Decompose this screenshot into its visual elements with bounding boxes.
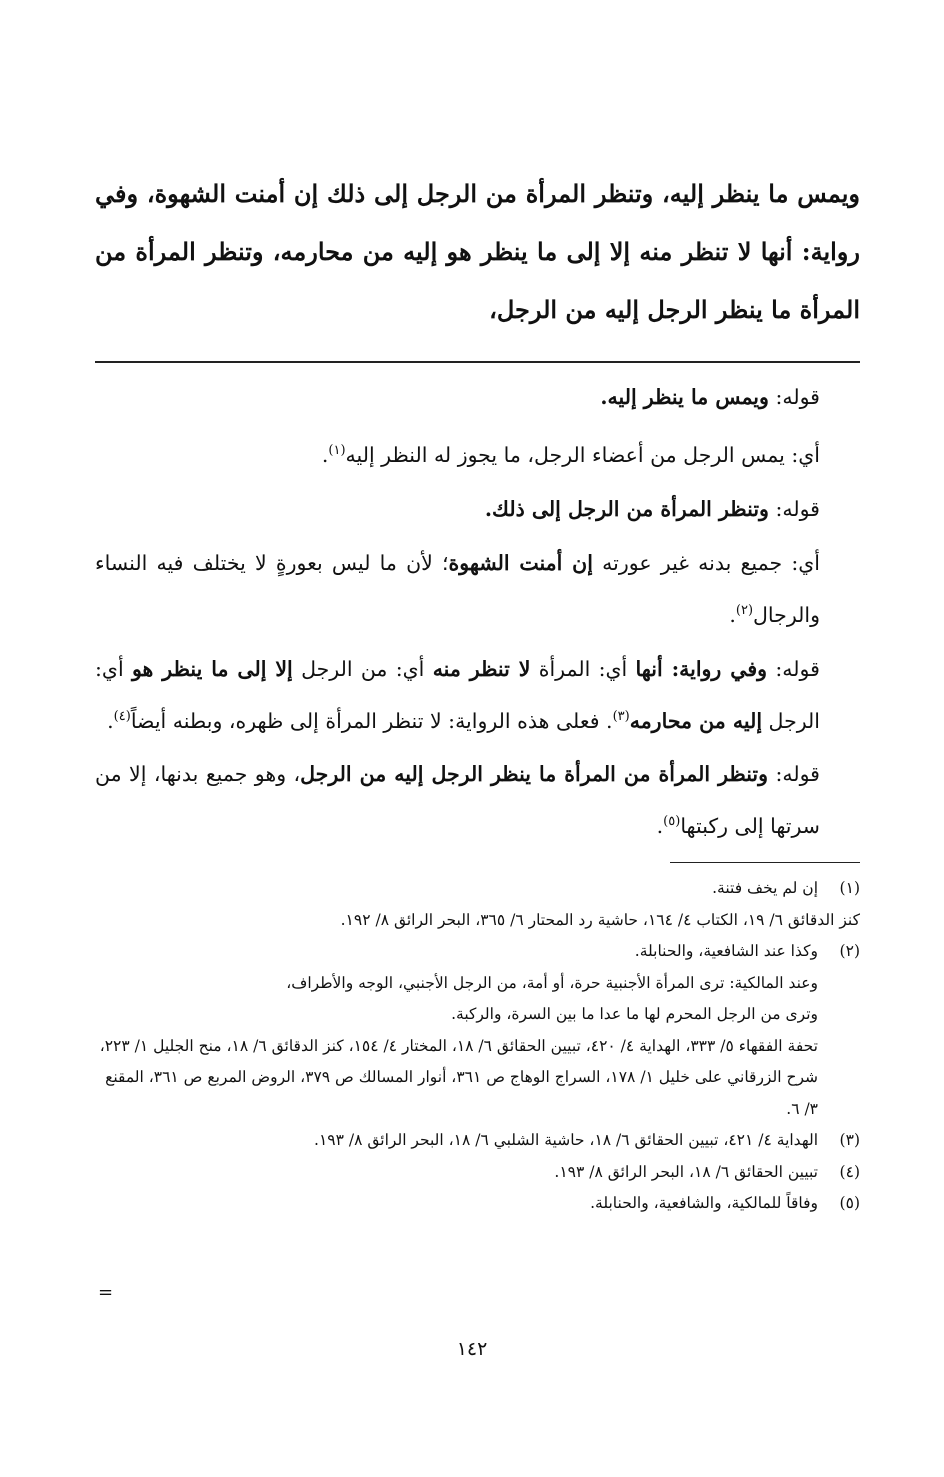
footnote-ref-1: (١): [328, 443, 346, 458]
commentary-text: ، وهو جميع بدنها، إلا من سرتها إلى ركبتها: [95, 762, 820, 839]
continuation-mark: =: [98, 1282, 114, 1303]
footnote-ref-4: (٤): [113, 708, 131, 724]
quoted-matn: لا تنظر منه: [432, 656, 531, 681]
footnote-text: الهداية ٤/ ٤٢١، تبيين الحقائق ٦/ ١٨، حاشية الشلبي ٦/ ١٨، البحر الرائق ٨/ ١٩٣.: [314, 1131, 818, 1150]
footnote-sources: تحفة الفقهاء ٥/ ٣٣٣، الهداية ٤/ ٤٢٠، تبيين الحقائق ٦/ ١٨، المختار ٤/ ١٥٤، كنز الدقائق ٦/ ١٨، منح الجليل ١/ ٢٢٣، شرح الزرقاني على خليل ١/ ١٧٨، السراج الوهاج ص ٣٦١، أنوار المسالك ص ٣٧٩، الروض المربع ص ٣٦١، المقنع ٣/ ٦.: [99, 1036, 818, 1118]
commentary-text: أي: المرأة: [538, 656, 628, 681]
footnote-5: [95, 1188, 860, 1220]
commentary-text: أي: الرجل: [95, 656, 820, 733]
footnote-3: [95, 1125, 860, 1157]
footnote-text: وكذا عند الشافعية، والحنابلة.: [634, 942, 818, 961]
period: .: [729, 602, 736, 627]
footnote-text: وترى من الرجل المحرم لها ما عدا ما بين السرة، والركبة.: [451, 1005, 818, 1024]
commentary-text: ؛ لأن ما ليس بعورةٍ لا يختلف فيه النساء والرجال: [95, 550, 820, 627]
page-number: ١٤٢: [456, 1338, 488, 1360]
footnote-ref-3: (٣): [612, 708, 630, 724]
qawluhu-label: قوله:: [775, 656, 820, 681]
qawluhu-label: قوله:: [775, 496, 820, 521]
footnote-ref-2: (٢): [735, 602, 754, 618]
commentary-text: أي: من الرجل: [301, 656, 425, 681]
footnote-number: (٤): [839, 1162, 860, 1181]
commentary-paragraph-5: [95, 645, 860, 745]
footnote-sources: كنز الدقائق ٦/ ١٩، الكتاب ٤/ ١٦٤، حاشية رد المحتار ٦/ ٣٦٥، البحر الرائق ٨/ ١٩٢.: [340, 910, 860, 929]
quoted-matn: وتنظر المرأة من المرأة ما ينظر الرجل إليه من الرجل: [300, 762, 769, 787]
main-divider: [95, 361, 860, 363]
commentary-text: أي: جميع بدنه غير عورته: [602, 550, 820, 575]
footnote-number: (١): [839, 879, 860, 898]
commentary-paragraph-2: [95, 427, 860, 479]
footnote-text: وعند المالكية: ترى المرأة الأجنبية حرة، أو أمة، من الرجل الأجنبي، الوجه والأطراف،: [286, 973, 818, 992]
qawluhu-label: قوله:: [775, 385, 820, 409]
commentary-paragraph-4: [95, 539, 860, 639]
footnote-divider: [670, 862, 860, 863]
matn-text: ويمس ما ينظر إليه، وتنظر المرأة من الرجل إلى ذلك إن أمنت الشهوة، وفي رواية: أنها لا تنظر منه إلا إلى ما ينظر هو إليه من محارمه، وتنظر المرأة من المرأة ما ينظر الرجل إليه من الرجل،: [95, 179, 860, 324]
footnote-text: وفاقاً للمالكية، والشافعية، والحنابلة.: [590, 1194, 818, 1213]
footnote-1: [95, 873, 860, 905]
qawluhu-label: قوله:: [775, 762, 820, 787]
footnote-text: تبيين الحقائق ٦/ ١٨، البحر الرائق ٨/ ١٩٣.: [554, 1162, 818, 1181]
quoted-matn: وتنظر المرأة من الرجل إلى ذلك.: [484, 496, 769, 521]
quoted-matn: إليه من محارمه: [629, 708, 763, 733]
commentary-paragraph-1: [95, 373, 860, 421]
quoted-matn: ويمس ما ينظر إليه.: [600, 385, 769, 409]
quoted-matn: إن أمنت الشهوة: [448, 550, 593, 575]
footnote-4: [95, 1157, 860, 1189]
period: .: [656, 814, 664, 839]
commentary-text: أي: يمس الرجل من أعضاء الرجل، ما يجوز له النظر إليه: [345, 442, 820, 467]
commentary-paragraph-3: [95, 485, 860, 533]
footnote-ref-5: (٥): [663, 814, 681, 830]
quoted-matn: إلا إلى ما ينظر هو: [131, 656, 293, 681]
footnote-2: [95, 936, 860, 968]
footnote-number: (٢): [839, 942, 860, 961]
footnote-number: (٥): [839, 1194, 860, 1213]
footnotes: [95, 873, 860, 1220]
commentary: [95, 373, 860, 850]
period: .: [321, 442, 329, 467]
quoted-matn: وفي رواية: أنها: [635, 656, 768, 681]
period: .: [107, 708, 114, 733]
footnote-text: إن لم يخف فتنة.: [712, 879, 818, 898]
page-content: [95, 165, 860, 1220]
footnote-number: (٣): [839, 1131, 860, 1150]
commentary-text: . فعلى هذه الرواية: لا تنظر المرأة إلى ظهره، وبطنه أيضاً: [130, 708, 613, 733]
commentary-paragraph-6: [95, 750, 860, 850]
